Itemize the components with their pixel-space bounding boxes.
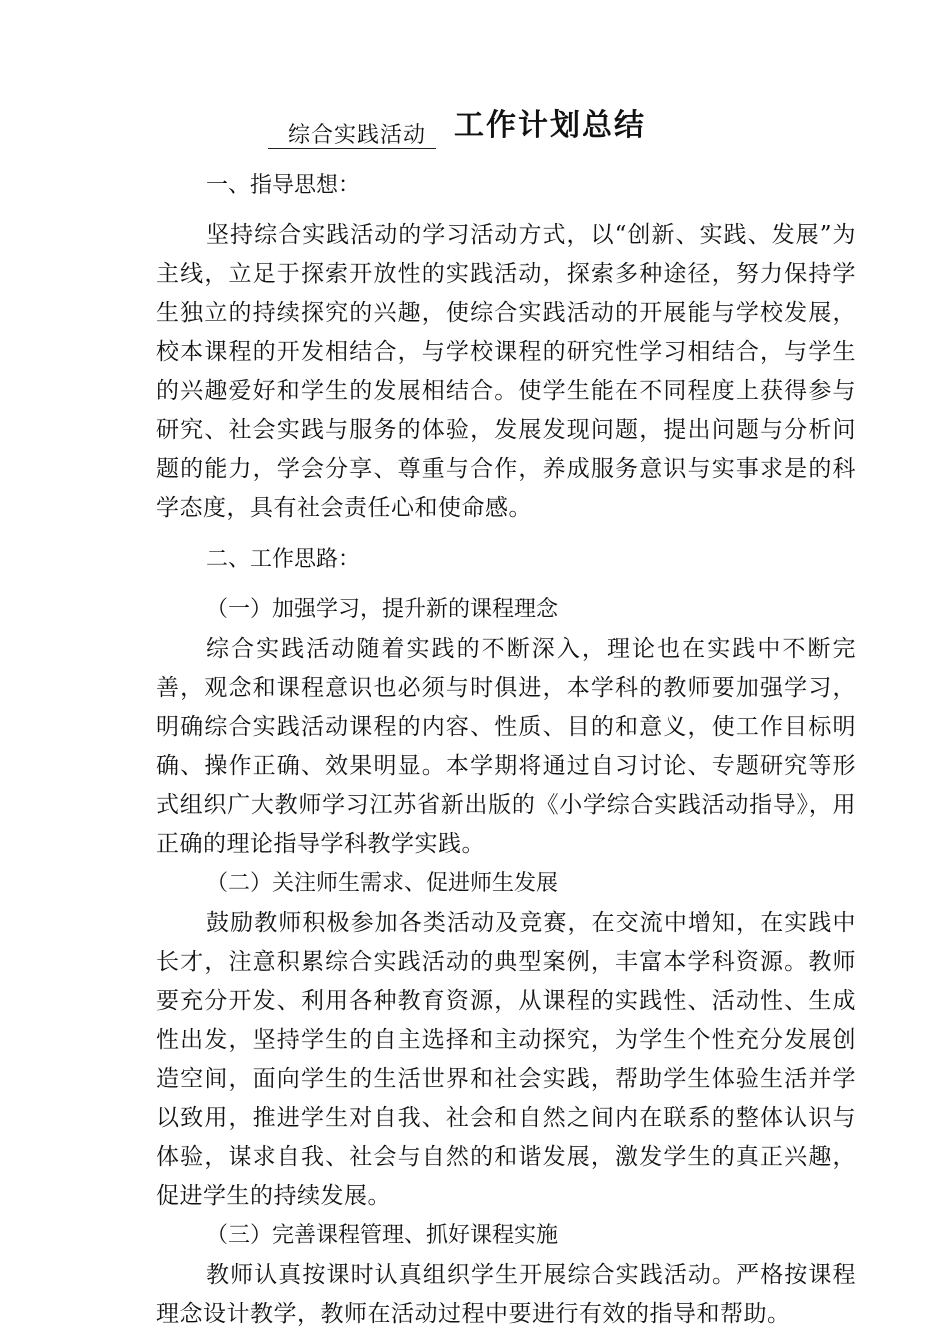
document-title xyxy=(268,96,648,152)
paragraph-guiding-ideology: 坚持综合实践活动的学习活动方式，以“创新、实践、发展”为主线，立足于探索开放性的实践活动，探索多种途径，努力保持学生独立的持续探究的兴趣，使综合实践活动的开展能与学校发展，校本课程的开发相结合，与学校课程的研究性学习相结合，与学生的兴趣爱好和学生的发展相结合。使学生能在不同程度上获得参与研究、社会实践与服务的体验，发展发现问题，提出问题与分析问题的能力，学会分享、尊重与合作，养成服务意识与实事求是的科学态度，具有社会责任心和使命感。 xyxy=(156,222,856,521)
section-heading-guiding-ideology: 一、指导思想： xyxy=(206,173,361,198)
document-body xyxy=(156,166,856,1334)
subsection-heading-3: （三）完善课程管理、抓好课程实施 xyxy=(206,1223,559,1248)
title-underline xyxy=(268,148,436,149)
section-heading-work-approach: 二、工作思路： xyxy=(206,547,361,572)
subsection-heading-1: （一）加强学习，提升新的课程理念 xyxy=(206,597,559,622)
paragraph-subsection-1: 综合实践活动随着实践的不断深入，理论也在实践中不断完善，观念和课程意识也必须与时俱进，本学科的教师要加强学习，明确综合实践活动课程的内容、性质、目的和意义，使工作目标明确、操作正确、效果明显。本学期将通过自习讨论、专题研究等形式组织广大教师学习江苏省新出版的《小学综合实践活动指导》，用正确的理论指导学科教学实践。 xyxy=(156,636,856,857)
subsection-heading-2: （二）关注师生需求、促进师生发展 xyxy=(206,871,559,896)
title-trailing-text: 工作计划总结 xyxy=(454,108,646,143)
title-underlined-text: 综合实践活动 xyxy=(288,123,427,148)
paragraph-subsection-2: 鼓励教师积极参加各类活动及竞赛，在交流中增知，在实践中长才，注意积累综合实践活动的典型案例，丰富本学科资源。教师要充分开发、利用各种教育资源，从课程的实践性、活动性、生成性出发，坚持学生的自主选择和主动探究，为学生个性充分发展创造空间，面向学生的生活世界和社会实践，帮助学生体验生活并学以致用，推进学生对自我、社会和自然之间内在联系的整体认识与体验，谋求自我、社会与自然的和谐发展，激发学生的真正兴趣，促进学生的持续发展。 xyxy=(156,910,856,1209)
paragraph-subsection-3: 教师认真按课时认真组织学生开展综合实践活动。严格按课程理念设计教学，教师在活动过程中要进行有效的指导和帮助。 xyxy=(156,1262,856,1327)
